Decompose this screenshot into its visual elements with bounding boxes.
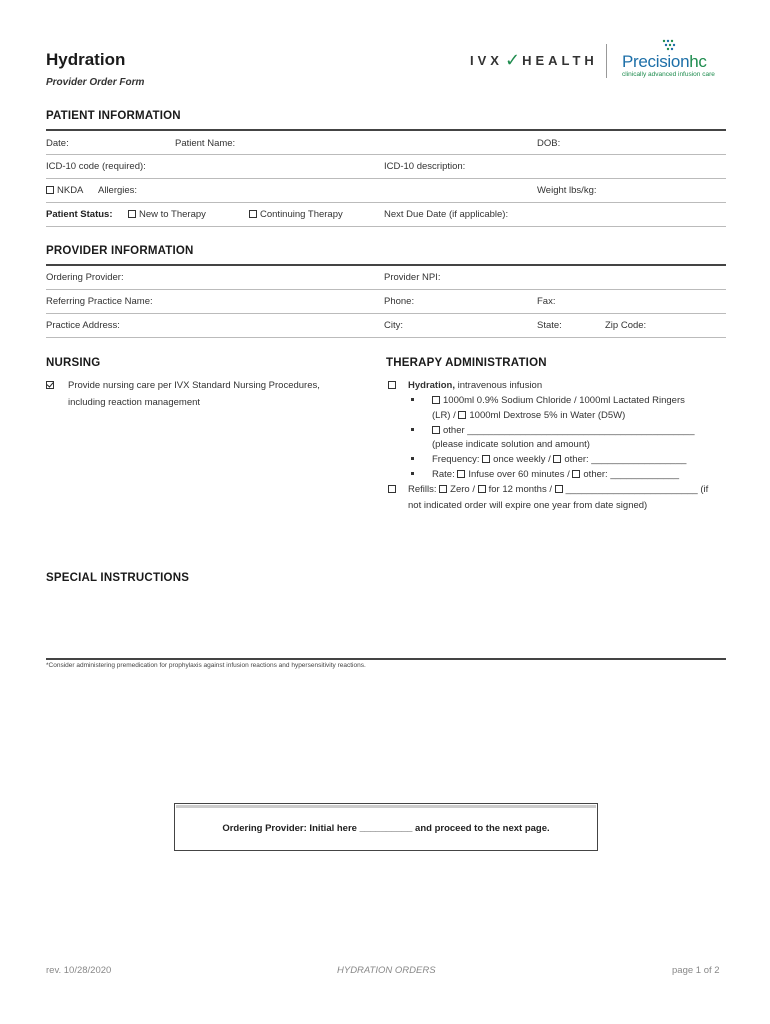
section-rule xyxy=(46,264,726,266)
referring-practice-field[interactable]: Referring Practice Name: xyxy=(46,296,153,307)
checkbox-icon[interactable] xyxy=(249,210,257,218)
nursing-text-line2: including reaction management xyxy=(68,397,201,408)
refills-12months-text: for 12 months / xyxy=(488,484,555,495)
solution-other-text: other ___________________________________________ xyxy=(443,425,695,436)
checkbox-icon[interactable] xyxy=(432,396,440,404)
checked-box-icon[interactable] xyxy=(46,381,54,389)
weight-field[interactable]: Weight lbs/kg: xyxy=(537,185,597,196)
provider-initial-text: Ordering Provider: Initial here __________ and proceed to the next page. xyxy=(222,823,550,834)
solution-other-option[interactable] xyxy=(432,425,694,436)
zip-code-field[interactable]: Zip Code: xyxy=(605,320,647,331)
continuing-therapy-label: Continuing Therapy xyxy=(260,209,343,220)
solution-other-note: (please indicate solution and amount) xyxy=(432,439,590,450)
frequency-weekly-text: once weekly / xyxy=(493,454,554,465)
row-rule xyxy=(46,289,726,290)
refills-label: Refills: xyxy=(408,484,440,495)
phone-field[interactable]: Phone: xyxy=(384,296,415,307)
row-rule xyxy=(46,178,726,179)
fax-field[interactable]: Fax: xyxy=(537,296,556,307)
hydration-bold: Hydration, xyxy=(408,380,455,391)
refills-other-text: _________________________ (if xyxy=(565,484,709,495)
state-field[interactable]: State: xyxy=(537,320,562,331)
practice-address-field[interactable]: Practice Address: xyxy=(46,320,120,331)
solution-d5w-text: 1000ml Dextrose 5% in Water (D5W) xyxy=(469,410,626,421)
refills-note: not indicated order will expire one year from date signed) xyxy=(408,500,648,511)
provider-npi-field[interactable]: Provider NPI: xyxy=(384,272,441,283)
provider-info-heading: PROVIDER INFORMATION xyxy=(46,245,194,257)
premedication-footnote: *Consider administering premedication for prophylaxis against infusion reactions and hypersensitivity reactions. xyxy=(46,662,366,669)
revision-date: rev. 10/28/2020 xyxy=(46,965,112,976)
patient-info-heading: PATIENT INFORMATION xyxy=(46,110,181,122)
dob-field[interactable]: DOB: xyxy=(537,138,561,149)
ivx-check-icon: ✓ xyxy=(504,50,521,70)
precisionhc-dots-icon xyxy=(660,38,680,52)
checkbox-icon[interactable] xyxy=(128,210,136,218)
checkbox-icon[interactable] xyxy=(555,485,563,493)
new-to-therapy-label: New to Therapy xyxy=(139,209,206,220)
frequency-other-text: other: __________________ xyxy=(564,454,687,465)
checkbox-icon[interactable] xyxy=(388,485,396,493)
form-title: Hydration xyxy=(46,50,126,69)
footer-title: HYDRATION ORDERS xyxy=(337,965,436,976)
row-rule xyxy=(46,337,726,338)
row-rule xyxy=(46,154,726,155)
checkbox-icon[interactable] xyxy=(553,455,561,463)
provider-initial-box[interactable] xyxy=(174,803,598,851)
precisionhc-logo xyxy=(622,52,715,78)
patient-name-field[interactable]: Patient Name: xyxy=(175,138,236,149)
logo-divider xyxy=(606,44,607,78)
nursing-care-checkbox[interactable] xyxy=(46,380,57,391)
ivx-health-logo xyxy=(470,50,598,71)
refills-checkbox[interactable] xyxy=(388,484,399,495)
therapy-admin-heading: THERAPY ADMINISTRATION xyxy=(386,357,547,369)
checkbox-icon[interactable] xyxy=(432,426,440,434)
continuing-therapy-checkbox[interactable] xyxy=(249,209,343,220)
solution-option-1-cont[interactable] xyxy=(432,410,625,421)
row-rule xyxy=(46,226,726,227)
checkbox-icon[interactable] xyxy=(388,381,396,389)
nursing-text-line1: Provide nursing care per IVX Standard Nursing Procedures, xyxy=(68,380,320,391)
row-rule xyxy=(46,202,726,203)
refills-zero-text: Zero / xyxy=(450,484,478,495)
refills-row[interactable] xyxy=(408,484,708,495)
form-subtitle: Provider Order Form xyxy=(46,77,145,88)
checkbox-icon[interactable] xyxy=(482,455,490,463)
checkbox-icon[interactable] xyxy=(478,485,486,493)
logo-ivx-text: IVX xyxy=(470,53,503,68)
section-rule xyxy=(46,129,726,131)
solution-lr-text: (LR) / xyxy=(432,410,459,421)
patient-status-label: Patient Status: xyxy=(46,209,113,220)
checkbox-icon[interactable] xyxy=(439,485,447,493)
icd10-code-field[interactable]: ICD-10 code (required): xyxy=(46,161,146,172)
checkbox-icon[interactable] xyxy=(46,186,54,194)
bullet-icon xyxy=(411,395,414,406)
rate-label: Rate: xyxy=(432,469,458,480)
frequency-label: Frequency: xyxy=(432,454,483,465)
bullet-icon xyxy=(411,425,414,436)
allergies-field[interactable]: Allergies: xyxy=(98,185,138,196)
rate-60min-text: Infuse over 60 minutes / xyxy=(468,469,573,480)
nkda-checkbox[interactable] xyxy=(46,185,83,196)
rate-other-text: other: _____________ xyxy=(583,469,680,480)
checkbox-icon[interactable] xyxy=(458,411,466,419)
ordering-provider-field[interactable]: Ordering Provider: xyxy=(46,272,124,283)
nkda-label: NKDA xyxy=(57,185,84,196)
hydration-rest: intravenous infusion xyxy=(454,380,543,391)
logo-precision-text: Precision xyxy=(622,52,690,71)
initial-box-shade xyxy=(176,805,596,808)
hydration-checkbox[interactable] xyxy=(388,380,399,391)
logo-tagline: clinically advanced infusion care xyxy=(622,71,715,78)
date-field[interactable]: Date: xyxy=(46,138,69,149)
logo-hc-text: hc xyxy=(689,52,707,71)
checkbox-icon[interactable] xyxy=(572,470,580,478)
section-rule xyxy=(46,658,726,660)
page-number: page 1 of 2 xyxy=(672,965,720,976)
logo-health-text: HEALTH xyxy=(522,53,598,68)
new-to-therapy-checkbox[interactable] xyxy=(128,209,206,220)
bullet-icon xyxy=(411,454,414,465)
solution-option-1-text: 1000ml 0.9% Sodium Chloride / 1000ml Lactated Ringers xyxy=(443,395,685,406)
frequency-row[interactable] xyxy=(432,454,686,465)
row-rule xyxy=(46,313,726,314)
city-field[interactable]: City: xyxy=(384,320,403,331)
hydration-label xyxy=(408,380,542,391)
bullet-icon xyxy=(411,469,414,480)
rate-row[interactable] xyxy=(432,469,679,480)
special-instructions-heading: SPECIAL INSTRUCTIONS xyxy=(46,572,190,584)
solution-option-1[interactable] xyxy=(432,395,685,406)
checkbox-icon[interactable] xyxy=(457,470,465,478)
next-due-date-field[interactable]: Next Due Date (if applicable): xyxy=(384,209,509,220)
nursing-heading: NURSING xyxy=(46,357,101,369)
icd10-description-field[interactable]: ICD-10 description: xyxy=(384,161,466,172)
